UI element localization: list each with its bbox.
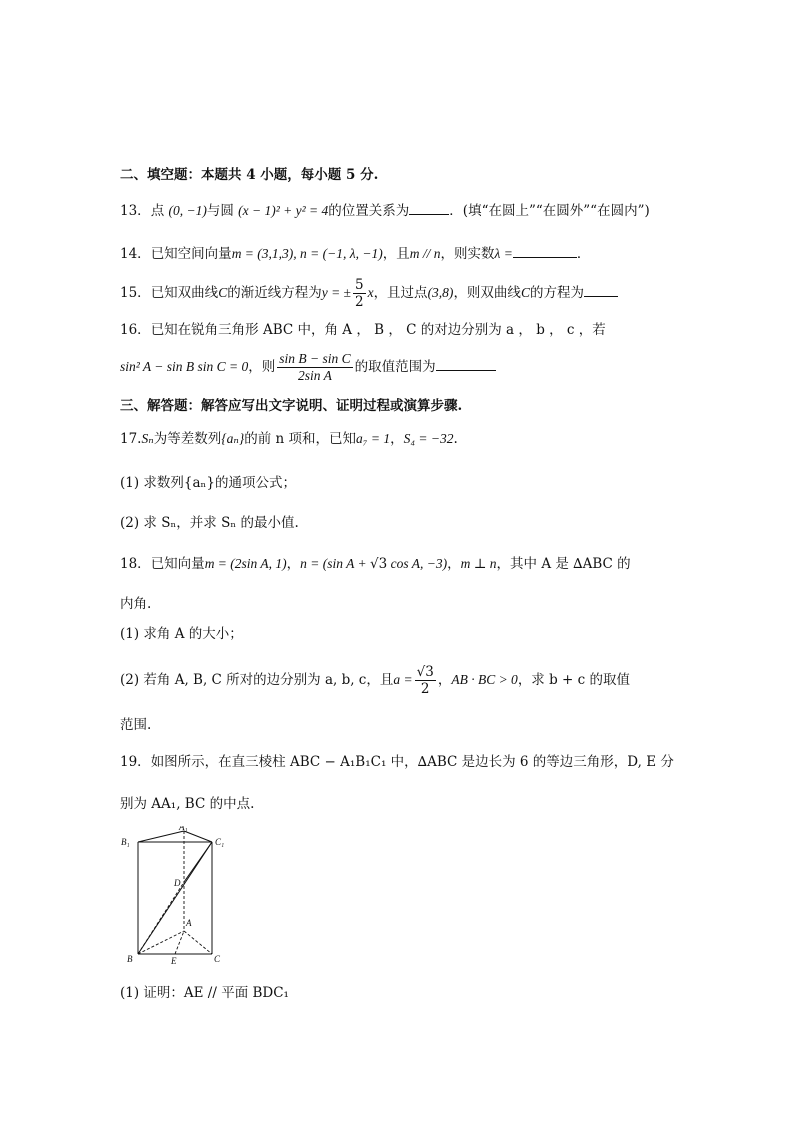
prism-figure [118, 826, 228, 970]
q14-text-2: ，且 [382, 246, 410, 262]
q16-frac-den: 2sin A [298, 368, 332, 383]
question-17 [120, 429, 458, 449]
line-b-d-hidden [138, 882, 184, 954]
q15-frac-den: 2 [354, 294, 364, 310]
q15-text-1: 已知双曲线 [150, 285, 219, 301]
q15-curve-c-2: C [520, 285, 530, 300]
q17-s4: S₄ = −32 [403, 431, 454, 446]
q13-text-3: 的位置关系为 [328, 203, 410, 219]
prism-diagram [118, 826, 228, 966]
q15-point: (3,8) [427, 285, 454, 300]
edge-a-c-hidden [184, 931, 212, 954]
section-heading-solve: 三、解答题：解答应写出文字说明、证明过程或演算步骤. [120, 398, 463, 414]
question-18: 18．已知向量m = (2sin A, 1)，n = (sin A + √3 cos A, −3)，m ⊥ n，其中 A 是 ∆ABC 的 [120, 556, 631, 572]
q14-number: 14． [120, 246, 151, 262]
q13-text-4: ．(填“在圆上”“在圆外”“在圆内”) [449, 203, 650, 219]
edge-b-a-hidden [138, 931, 184, 954]
question-16-line-2 [120, 348, 496, 386]
label-c1: C₁ [215, 837, 225, 847]
q17-sep: ， [390, 431, 404, 447]
q15-text-2: 的渐近线方程为 [227, 285, 322, 301]
q18-p2-fraction [415, 664, 436, 697]
q15-frac-num: 5 [354, 277, 364, 293]
q15-answer-blank [584, 282, 618, 297]
q14-answer-blank [513, 243, 577, 258]
label-c: C [214, 954, 221, 964]
label-b: B [127, 954, 133, 964]
q18-p2-frac-den: 2 [420, 681, 430, 697]
q15-number: 15． [120, 285, 151, 301]
q18-part-1: (1) 求角 A 的大小； [120, 626, 243, 642]
q18-p2-frac-num: √3 [416, 664, 434, 680]
q15-fraction [353, 277, 366, 310]
q17-text-2: 的前 n 项和，已知 [244, 431, 357, 447]
q15-eq-left: y = ± [321, 285, 351, 300]
q17-a7: a₇ = 1 [356, 431, 391, 446]
edge-b1-a1 [138, 831, 184, 842]
q16-number: 16． [120, 322, 151, 338]
q15-curve-c: C [218, 285, 228, 300]
q16-frac-num: sin B − sin C [279, 351, 351, 366]
question-15 [120, 276, 618, 310]
q14-text-3: ，则实数 [440, 246, 495, 262]
question-19-line-2: 别为 AA₁, BC 的中点. [120, 796, 255, 812]
q18-vector-n-right: cos A, −3) [387, 556, 448, 571]
q18-vector-n-left: n = (sin A + [300, 556, 371, 571]
label-a1: A₁ [179, 826, 188, 832]
q13-text-2: 与圆 [206, 203, 234, 219]
q13-text-1: 点 [150, 203, 165, 219]
q17-part-2: (2) 求 Sₙ，并求 Sₙ 的最小值. [120, 515, 299, 531]
q18-vector-m: m = (2sin A, 1) [204, 556, 287, 571]
q18-p2-text-3: 范围. [120, 717, 152, 733]
q19-text-line1: 如图所示，在直三棱柱 ABC − A₁B₁C₁ 中，∆ABC 是边长为 6 的等边三角形，D, E 分 [150, 754, 674, 770]
q18-text-2: ，其中 A 是 ∆ABC 的 [496, 556, 631, 572]
q17-end: . [453, 431, 458, 447]
question-14 [120, 243, 590, 264]
label-b1: B₁ [121, 837, 130, 847]
q14-text-4: ． [576, 246, 591, 262]
q18-p2-text-1: (2) 若角 A, B, C 所对的边分别为 a, b, c，且 [120, 672, 394, 688]
question-19-line-1 [120, 752, 674, 772]
q18-p2-vector-condition: AB · BC > 0 [451, 672, 518, 687]
q15-text-3: ，且过点 [373, 285, 428, 301]
section-heading-fill-in: 二、填空题：本题共 4 小题，每小题 5 分. [120, 167, 379, 183]
q18-text-1: 已知向量 [150, 556, 205, 572]
q18-part-2: (2) 若角 A, B, C 所对的边分别为 a, b, c，且a = $\frac{√3}{2}$ ，AB · BC > 0，求 b + c 的取值 [120, 664, 630, 697]
q19-number: 19． [120, 754, 151, 770]
q18-p2-a: a = [393, 672, 413, 687]
q16-text-1: ，则 [248, 359, 276, 375]
line-d-c1 [184, 842, 212, 882]
q16-fraction [277, 351, 352, 384]
label-d: D [174, 878, 181, 888]
q14-condition: m // n [409, 246, 441, 261]
q15-text-5: 的方程为 [529, 285, 584, 301]
q18-sqrt3: √3 [370, 556, 388, 572]
line-e-a-hidden [175, 931, 184, 954]
q13-circle-equation: (x − 1)² + y² = 4 [238, 203, 329, 218]
q16-answer-blank [436, 356, 496, 371]
q18-number: 18． [120, 556, 151, 572]
edge-a1-c1 [184, 831, 212, 842]
q14-variable: λ = [494, 246, 513, 261]
q14-text-1: 已知空间向量 [150, 246, 232, 262]
q16-text-line1: 已知在锐角三角形 ABC 中，角 A ， B ， C 的对边分别为 a ， b ， c ，若 [150, 322, 606, 338]
question-16-line-1 [120, 320, 606, 340]
q15-text-4: ，则双曲线 [453, 285, 521, 301]
q17-text-1: 为等差数列 [153, 431, 222, 447]
q18-perpendicular: m ⊥ n [460, 556, 497, 571]
label-e: E [171, 956, 177, 966]
q17-sn: Sₙ [141, 431, 154, 446]
q13-point: (0, −1) [168, 203, 207, 218]
q18-text-3: 内角. [120, 596, 152, 612]
q15-eq-right: x [367, 285, 374, 300]
q13-number: 13． [120, 203, 151, 219]
question-13 [120, 200, 650, 221]
q13-answer-blank [409, 200, 449, 215]
q17-number: 17. [120, 431, 142, 447]
q14-vectors: m = (3,1,3), n = (−1, λ, −1) [231, 246, 383, 261]
q18-p2-text-2: ，求 b + c 的取值 [517, 672, 630, 688]
q16-text-2: 的取值范围为 [354, 359, 436, 375]
q17-part-1: (1) 求数列{aₙ}的通项公式； [120, 475, 296, 491]
q19-part-1: (1) 证明：AE // 平面 BDC₁ [120, 985, 289, 1001]
q17-sequence: {aₙ} [221, 431, 245, 446]
label-a: A [186, 918, 192, 928]
q16-condition: sin² A − sin B sin C = 0 [120, 359, 249, 374]
